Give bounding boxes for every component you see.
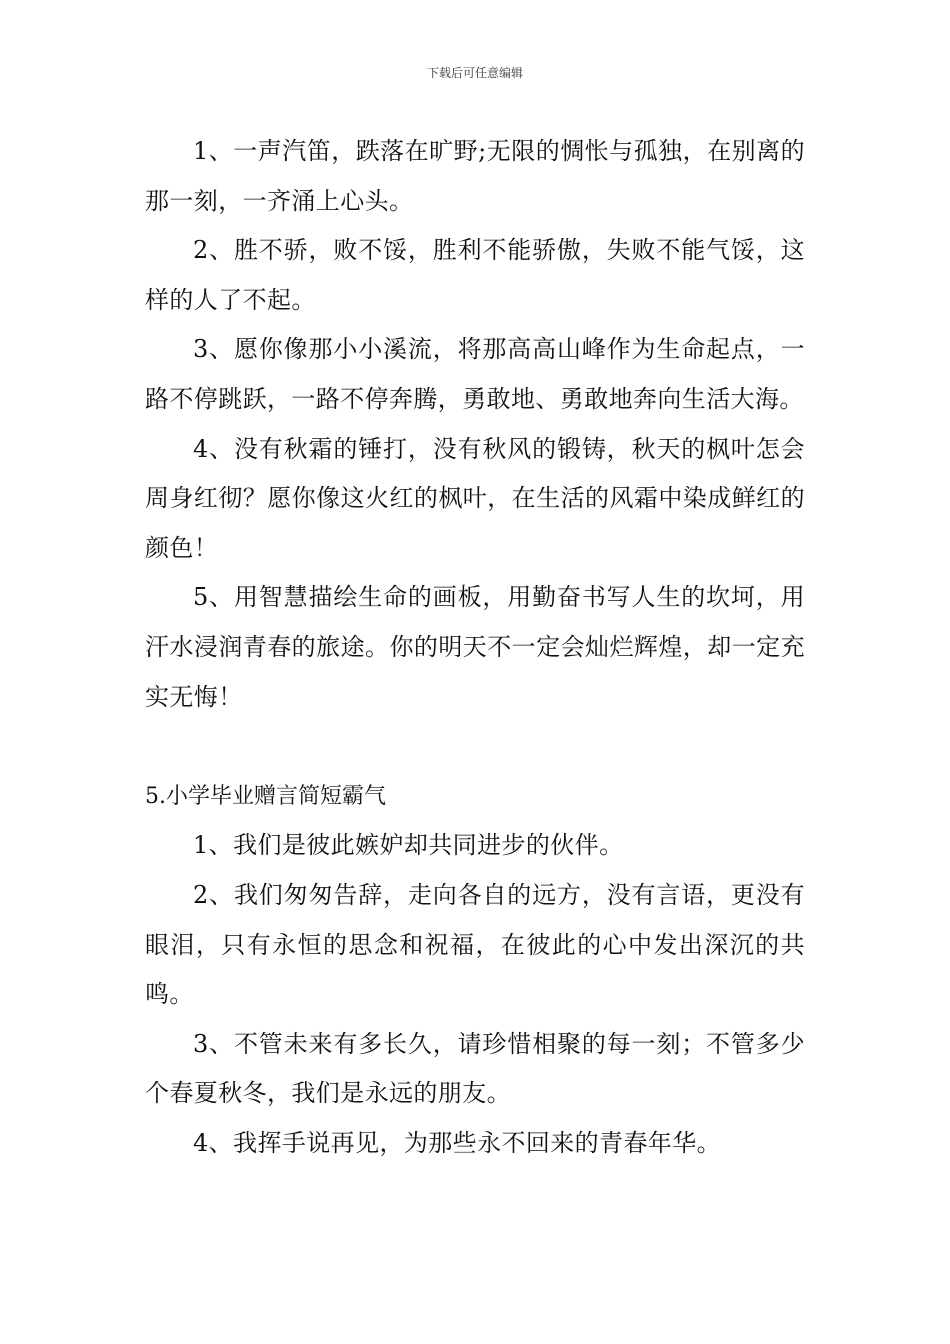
page-header: 下载后可任意编辑 <box>426 66 523 80</box>
paragraph: 1、一声汽笛，跌落在旷野;无限的惆怅与孤独，在别离的那一刻，一齐涌上心头。 <box>145 137 805 215</box>
paragraph: 3、愿你像那小小溪流，将那高高山峰作为生命起点，一路不停跳跃，一路不停奔腾，勇敢地、勇敢地奔向生活大海。 <box>145 335 805 413</box>
paragraph: 4、没有秋霜的锤打，没有秋风的锻铸，秋天的枫叶怎会周身红彻？愿你像这火红的枫叶，在生活的风霜中染成鲜红的颜色！ <box>145 434 805 562</box>
paragraph: 1、我们是彼此嫉妒却共同进步的伙伴。 <box>193 831 624 860</box>
paragraph: 5、用智慧描绘生命的画板，用勤奋书写人生的坎坷，用汗水浸润青春的旅途。你的明天不一定会灿烂辉煌，却一定充实无悔！ <box>145 583 805 711</box>
paragraph: 2、我们匆匆告辞，走向各自的远方，没有言语，更没有眼泪，只有永恒的思念和祝福，在彼此的心中发出深沉的共鸣。 <box>145 880 805 1009</box>
document-body <box>145 127 805 1168</box>
paragraph: 3、不管未来有多长久，请珍惜相聚的每一刻；不管多少个春夏秋冬，我们是永远的朋友。 <box>145 1029 805 1108</box>
section-title: 5.小学毕业赠言简短霸气 <box>145 783 386 809</box>
paragraph: 4、我挥手说再见，为那些永不回来的青春年华。 <box>193 1128 722 1157</box>
paragraph: 2、胜不骄，败不馁，胜利不能骄傲，失败不能气馁，这样的人了不起。 <box>145 236 805 314</box>
